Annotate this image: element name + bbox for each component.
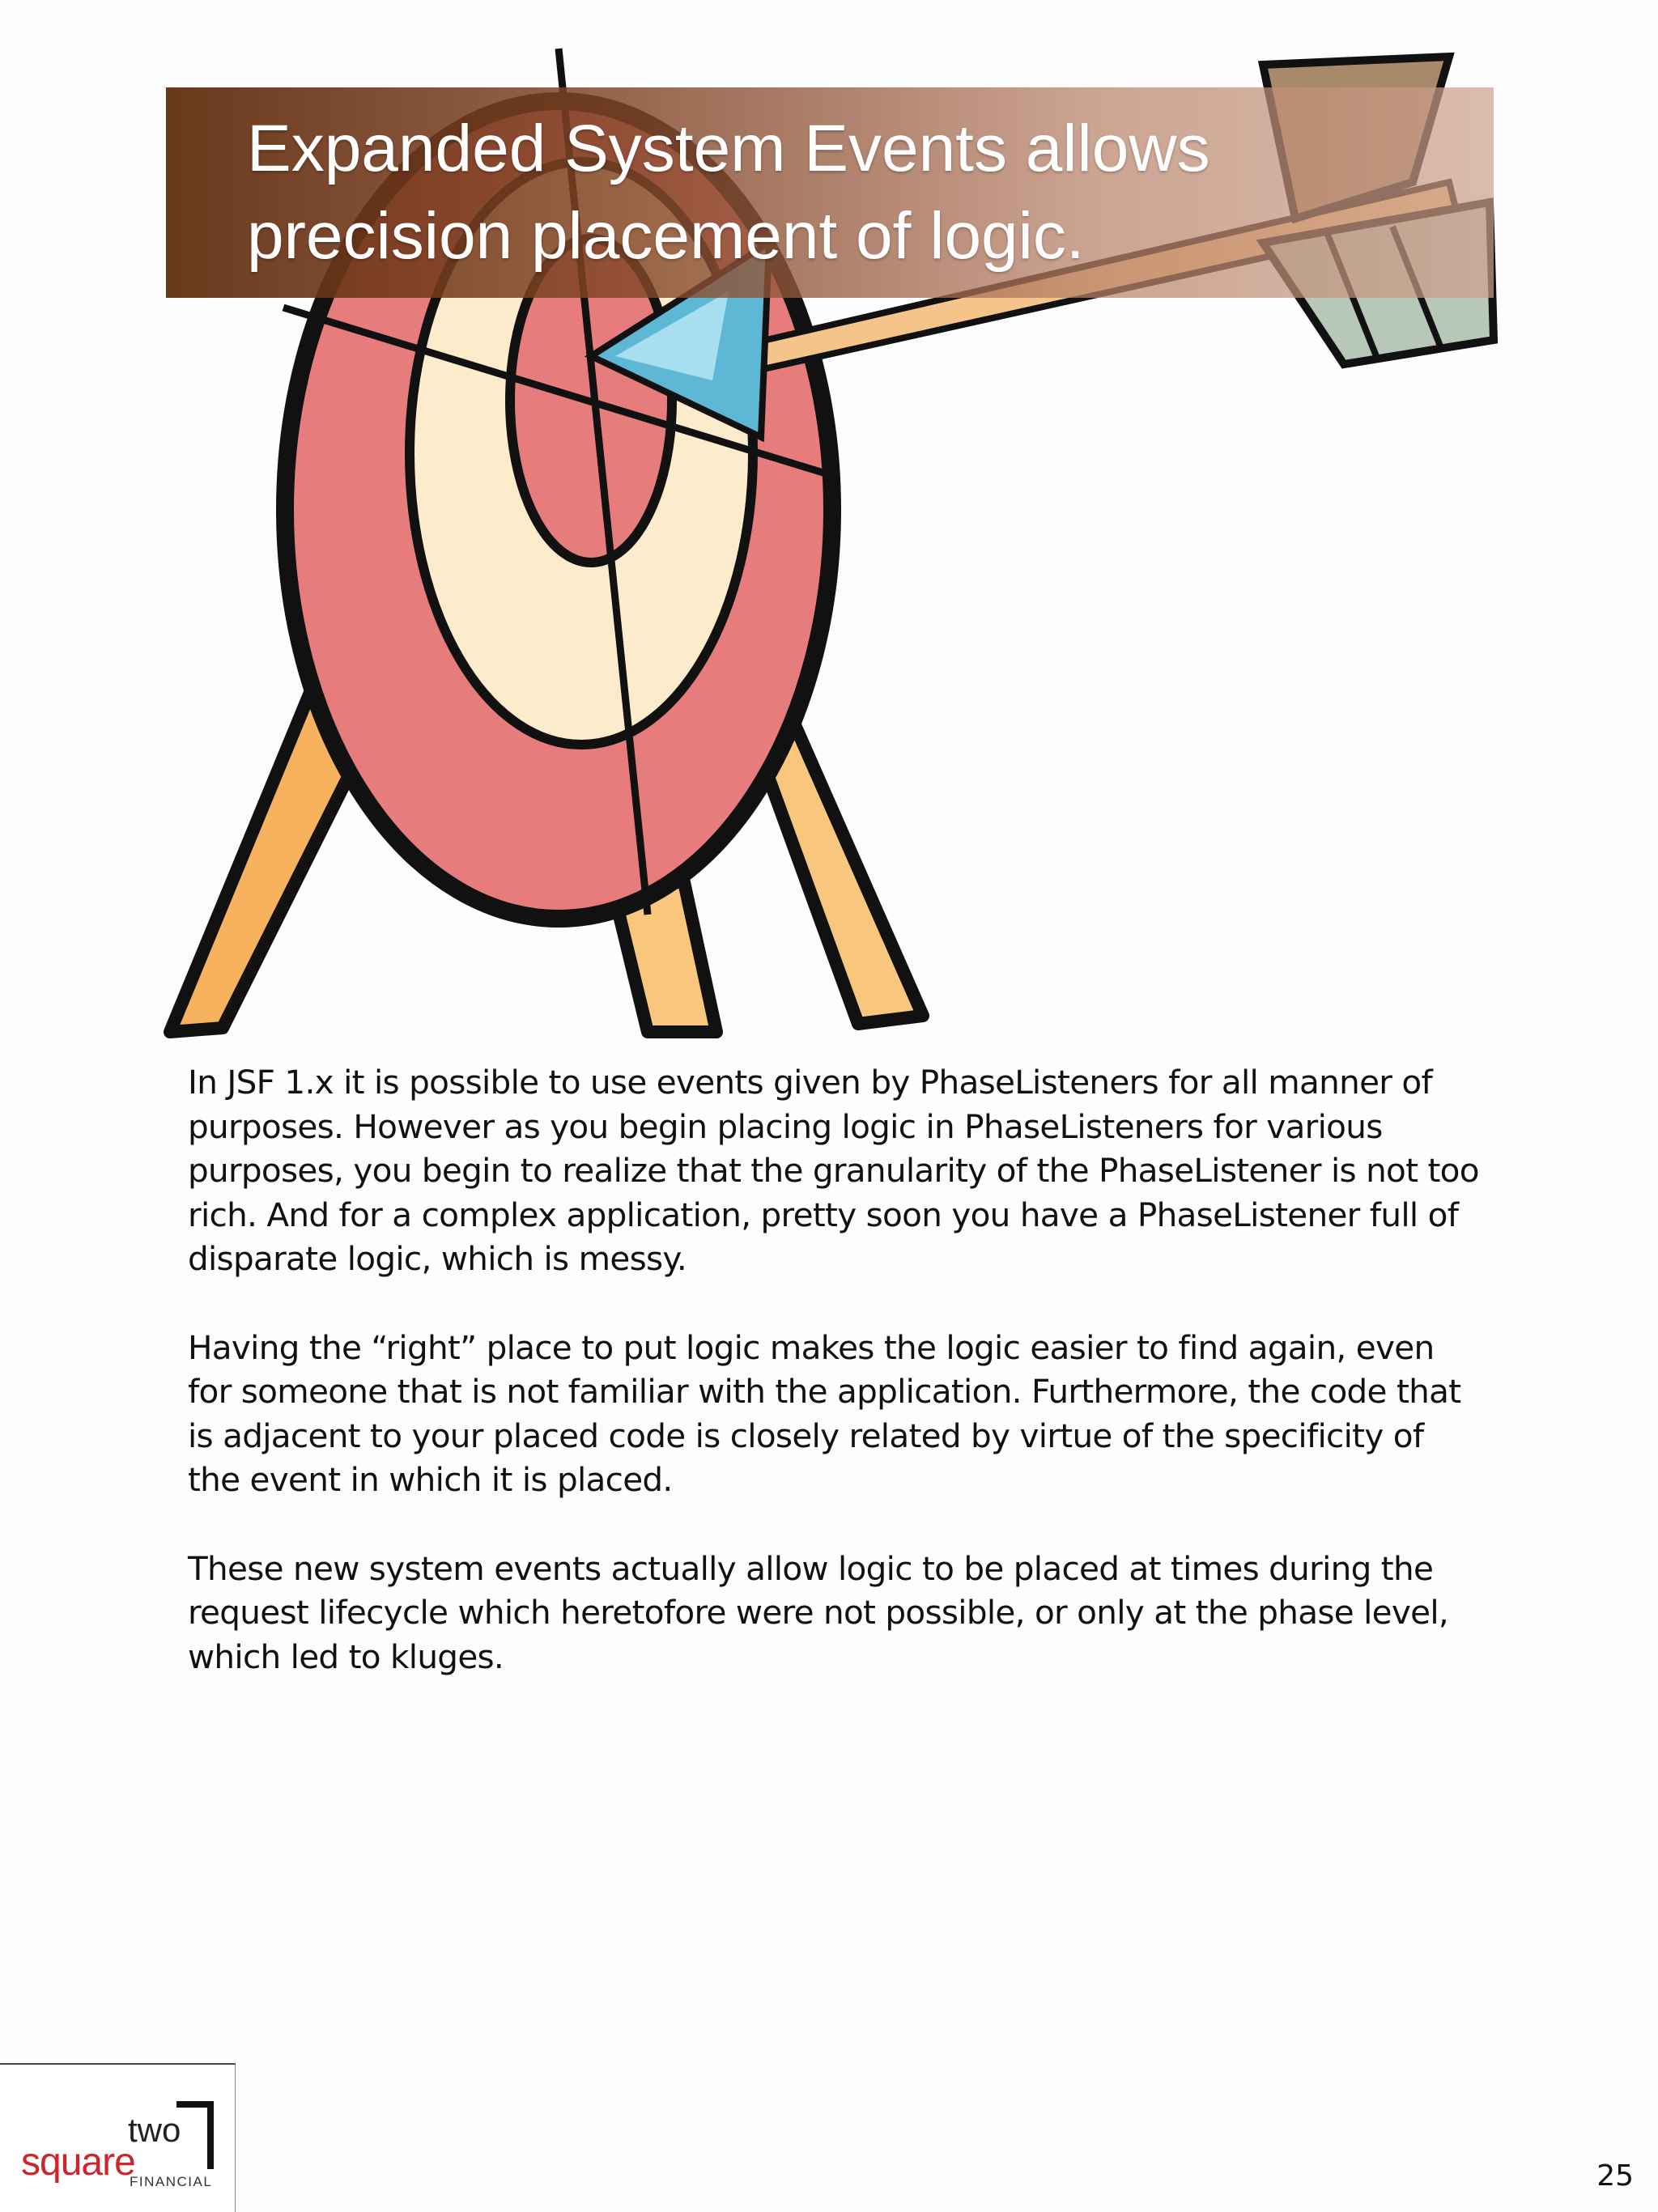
page-number: 25 xyxy=(1596,2159,1634,2193)
paragraph-2: Having the “right” place to put logic makes the logic easier to find again, even for someone that is not familiar with the application. Furthermore, the code that is adjacent to your placed code is closely related by virtue of the specificity of the event in which it is placed. xyxy=(188,1327,1461,1499)
slide-title: Expanded System Events allows precision placement of logic. xyxy=(247,112,1210,273)
logo-bracket-icon xyxy=(176,2101,214,2169)
paragraph-3: These new system events actually allow logic to be placed at times during the request lifecycle which heretofore were not possible, or only at the phase level, which led to kluges. xyxy=(188,1548,1449,1676)
logo-tagline: FINANCIAL xyxy=(130,2174,213,2189)
slide-body xyxy=(188,1060,1483,1723)
paragraph-1: In JSF 1.x it is possible to use events given by PhaseListeners for all manner of purposes. However as you begin placing logic in PhaseListeners for various purposes, you begin to realize that the granularity of the PhaseListener is not too rich. And for a complex application, pretty soon you have a PhaseListener full of disparate logic, which is messy. xyxy=(188,1063,1479,1278)
logo-word-square: square xyxy=(21,2141,135,2184)
logo-word-two: two xyxy=(128,2111,181,2149)
